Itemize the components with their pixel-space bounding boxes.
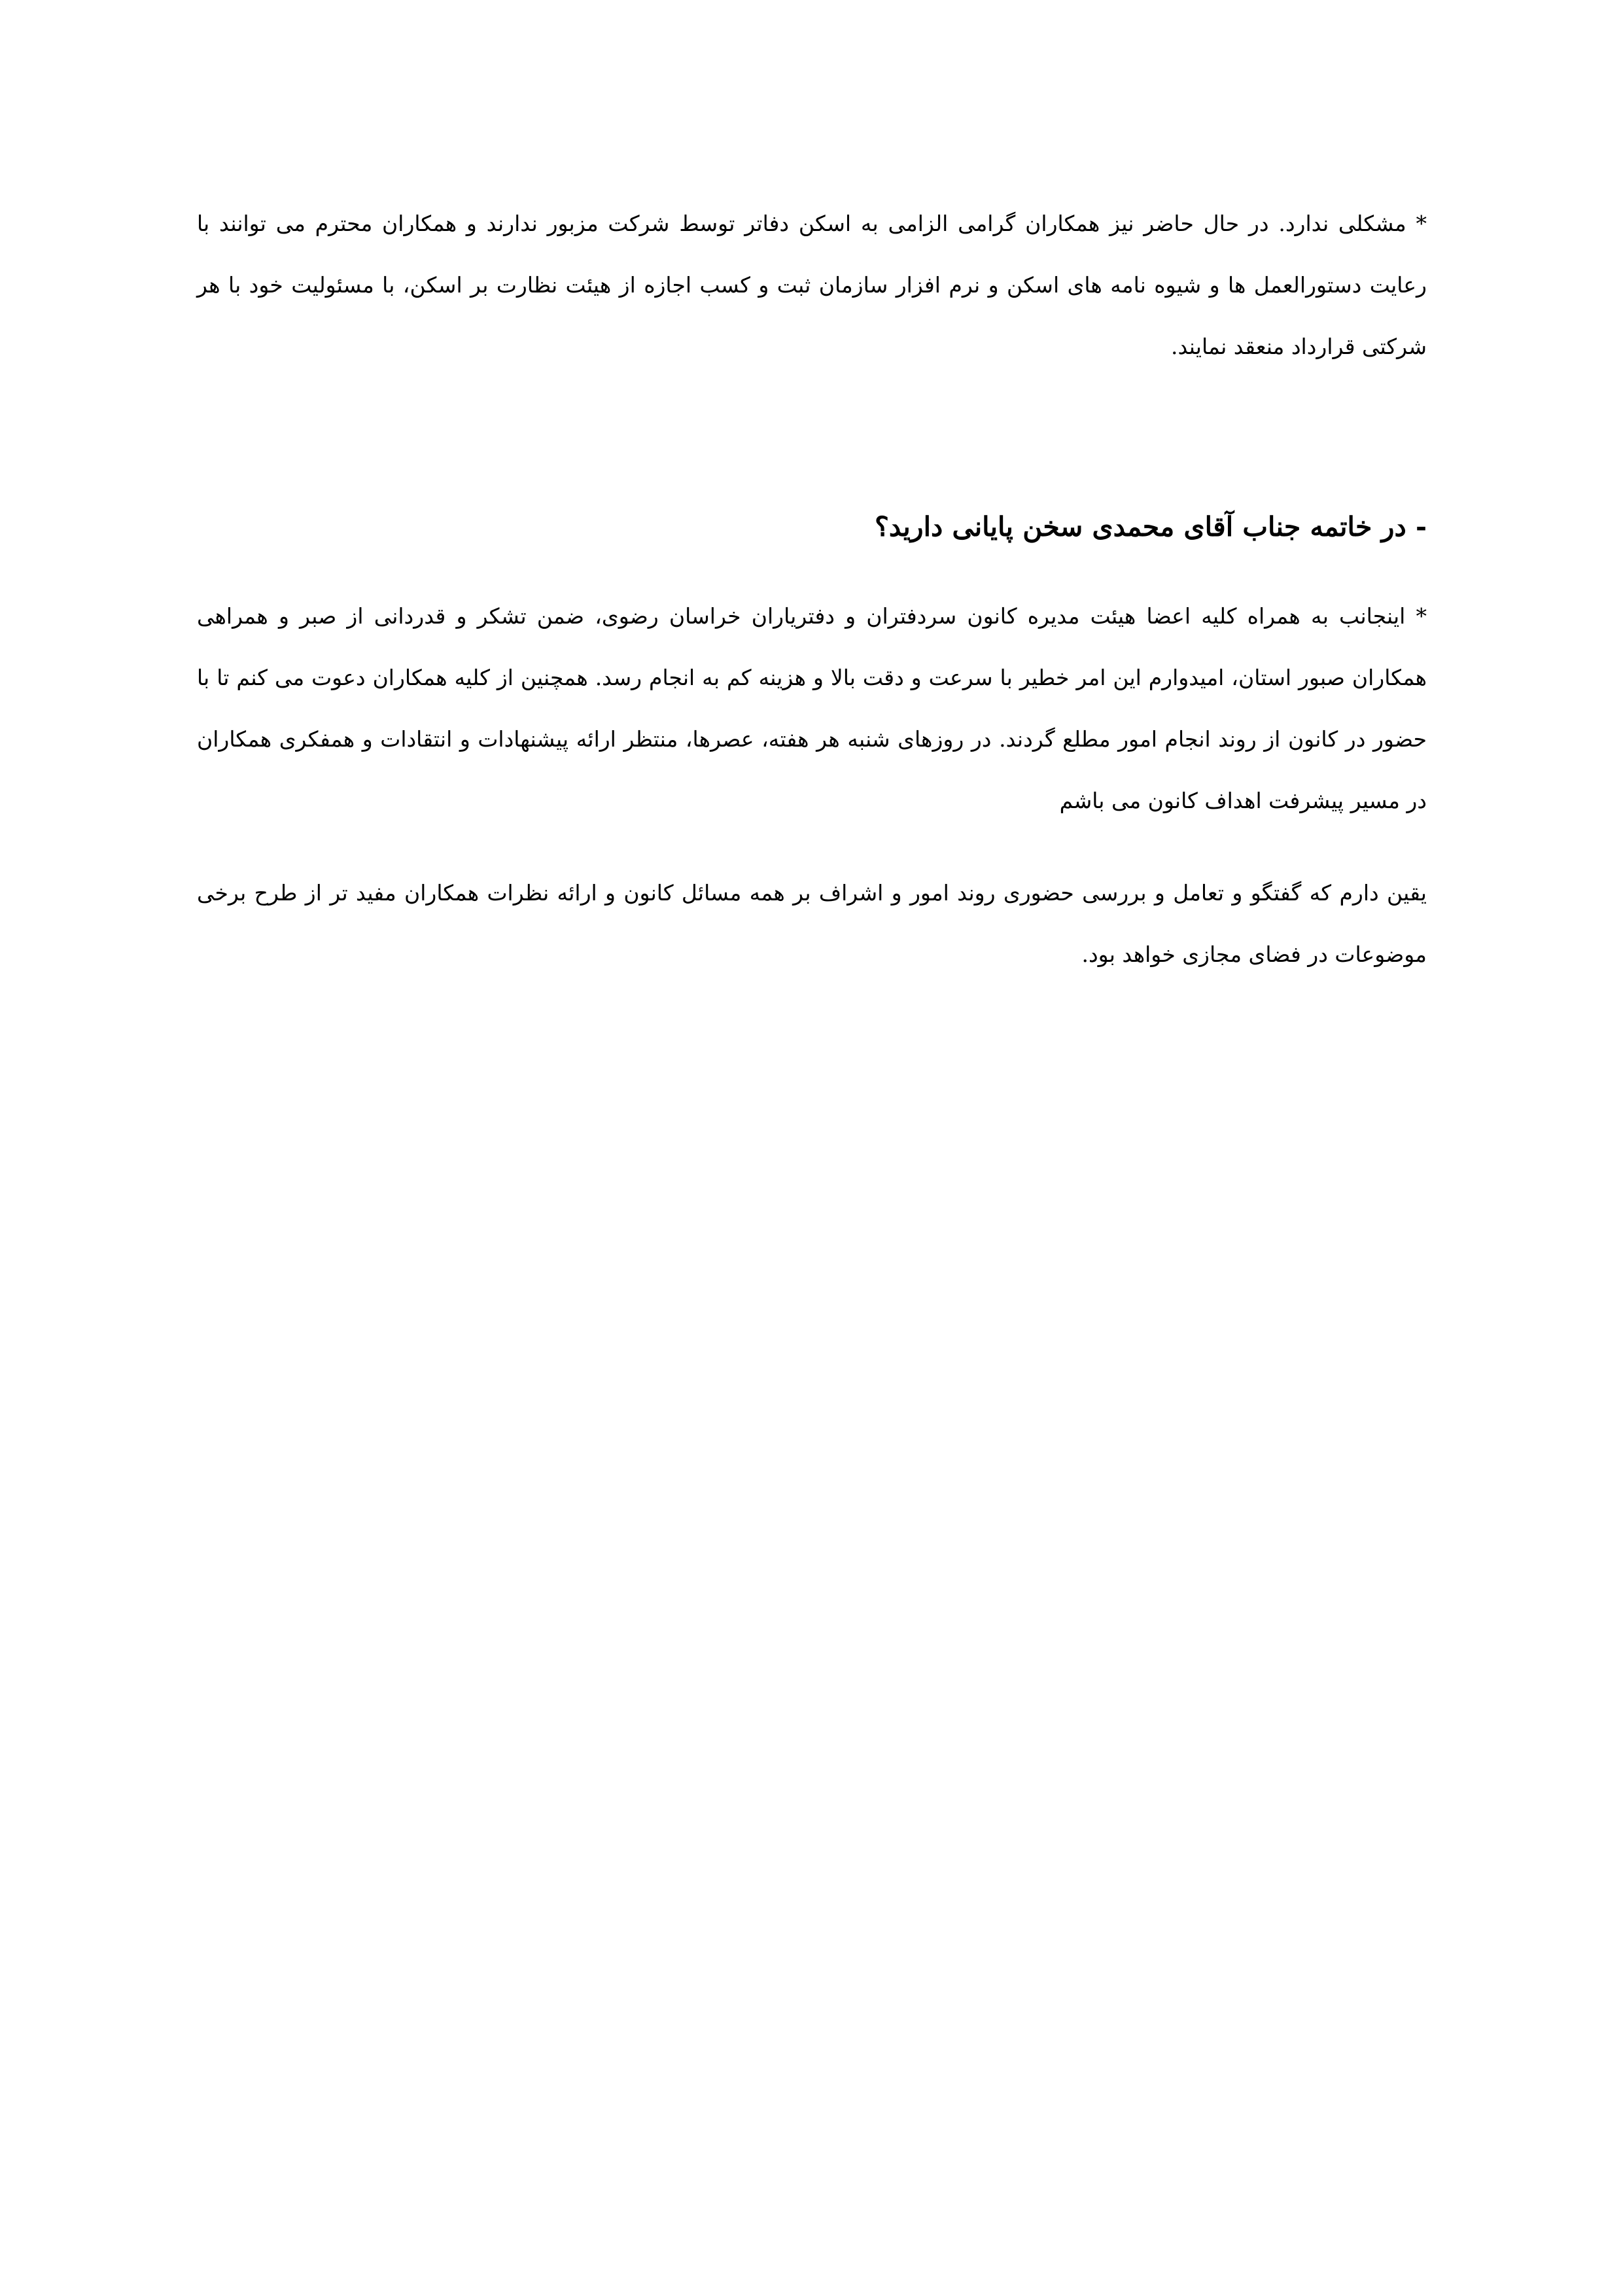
answer-paragraph-closing: * اینجانب به همراه کلیه اعضا هیئت مدیره کانون سردفتران و دفتریاران خراسان رضوی، ضمن تشکر و قدردانی از صبر و همراهی همکاران صبور استان، امیدوارم این امر خطیر با سرعت و دقت بالا و هزینه کم به انجام رسد. همچنین از کلیه همکاران دعوت می کنم تا با حضور در کانون از روند انجام امور مطلع گردند. در روزهای شنبه هر هفته، عصرها، منتظر ارائه پیشنهادات و انتقادات و همفکری همکاران در مسیر پیشرفت اهداف کانون می باشم — [197, 603, 1427, 813]
question-heading: - در خاتمه جناب آقای محمدی سخن پایانی دارید؟ — [875, 511, 1427, 542]
answer-paragraph-scanning: * مشکلی ندارد. در حال حاضر نیز همکاران گرامی الزامی به اسکن دفاتر توسط شرکت مزبور ندارند و همکاران محترم می توانند با رعایت دستورالعمل ها و شیوه نامه های اسکن و نرم افزار سازمان ثبت و کسب اجازه از هیئت نظارت بر اسکن، با مسئولیت خود با هر شرکتی قرارداد منعقد نمایند. — [197, 211, 1427, 359]
closing-remark-paragraph: یقین دارم که گفتگو و تعامل و بررسی حضوری روند امور و اشراف بر همه مسائل کانون و ارائه نظرات همکاران مفید تر از طرح برخی موضوعات در فضای مجازی خواهد بود. — [197, 880, 1427, 967]
